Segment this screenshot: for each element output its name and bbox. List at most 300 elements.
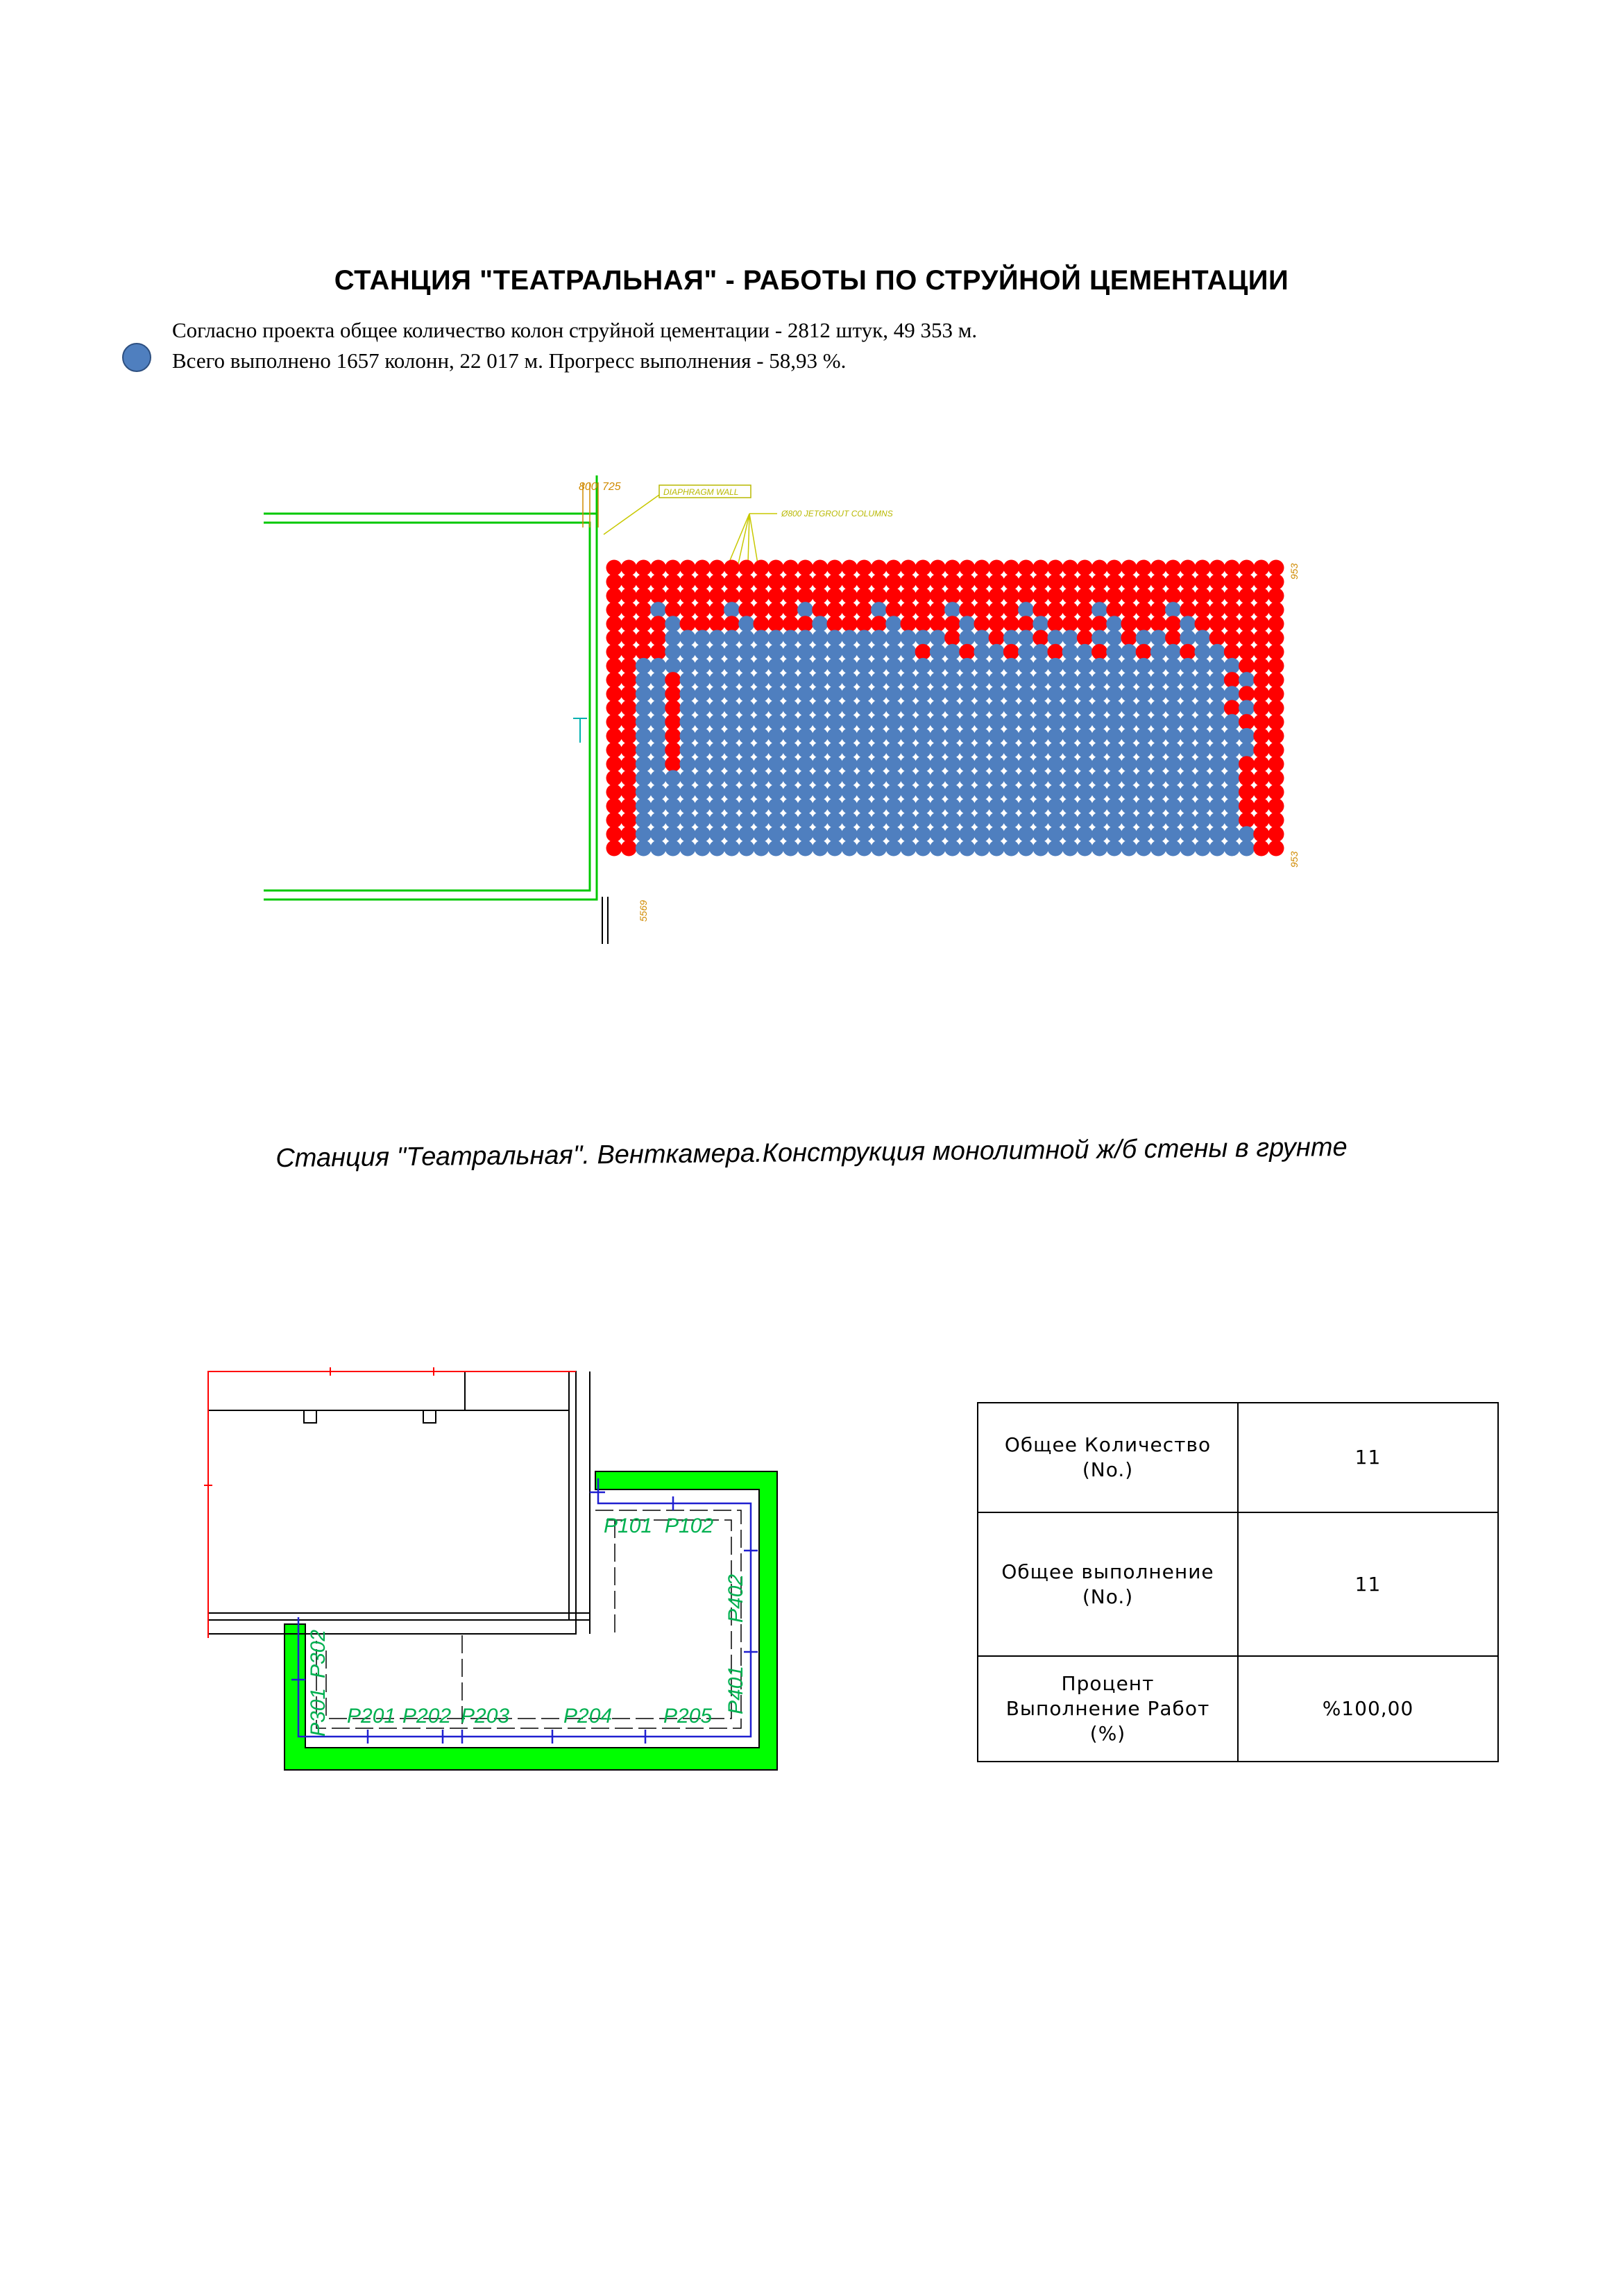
completed-column: [1106, 756, 1122, 772]
completed-column: [1077, 658, 1093, 674]
completed-column: [1048, 812, 1064, 828]
completed-column: [680, 798, 696, 814]
completed-column: [783, 644, 799, 660]
completed-column: [812, 658, 828, 674]
page-title: СТАНЦИЯ "ТЕАТРАЛЬНАЯ" - РАБОТЫ ПО СТРУЙНОЙ ЦЕМЕНТАЦИИ: [334, 265, 1289, 296]
completed-column: [1136, 686, 1152, 702]
completed-column: [724, 644, 740, 660]
completed-column: [1195, 812, 1211, 828]
completed-column: [783, 770, 799, 786]
completed-column: [812, 686, 828, 702]
completed-column: [856, 812, 872, 828]
completed-column: [1239, 700, 1255, 716]
pending-column: [680, 574, 696, 590]
pending-column: [754, 616, 770, 632]
summary-value: 11: [1354, 1446, 1382, 1469]
completed-column: [974, 672, 990, 688]
completed-column: [1209, 672, 1225, 688]
pending-column: [1239, 644, 1255, 660]
completed-column: [650, 728, 666, 744]
completed-column: [680, 826, 696, 842]
pending-column: [1077, 574, 1093, 590]
completed-column: [1150, 798, 1166, 814]
pending-column: [885, 560, 901, 576]
completed-column: [1062, 798, 1078, 814]
pending-column: [709, 560, 725, 576]
completed-column: [709, 798, 725, 814]
completed-column: [1180, 742, 1196, 758]
pending-column: [1195, 588, 1211, 604]
completed-column: [915, 742, 931, 758]
completed-column: [1195, 798, 1211, 814]
pending-column: [606, 728, 622, 744]
pending-column: [1048, 574, 1064, 590]
pending-column: [606, 700, 622, 716]
completed-column: [885, 714, 901, 730]
completed-column: [754, 826, 770, 842]
completed-column: [842, 770, 858, 786]
completed-column: [901, 672, 917, 688]
pending-column: [959, 588, 975, 604]
completed-column: [989, 812, 1005, 828]
completed-column: [665, 616, 681, 632]
completed-column: [1048, 756, 1064, 772]
completed-column: [1003, 700, 1019, 716]
completed-column: [1048, 658, 1064, 674]
pending-column: [1268, 728, 1284, 744]
completed-column: [1150, 784, 1166, 800]
pending-column: [959, 644, 975, 660]
completed-column: [1062, 658, 1078, 674]
pending-column: [621, 658, 637, 674]
completed-column: [842, 630, 858, 646]
ventchamber-subtitle: Станция "Театральная". Венткамера.Конструкция монолитной ж/б стены в грунте: [275, 1132, 1348, 1174]
completed-column: [1150, 630, 1166, 646]
pending-column: [621, 700, 637, 716]
completed-column: [827, 644, 843, 660]
completed-column: [974, 812, 990, 828]
completed-column: [915, 728, 931, 744]
completed-column: [1165, 672, 1181, 688]
pending-column: [1224, 602, 1240, 618]
completed-column: [1018, 812, 1034, 828]
completed-column: [680, 700, 696, 716]
pending-column: [1239, 686, 1255, 702]
completed-column: [1106, 798, 1122, 814]
dim-right-top: 953: [1289, 563, 1300, 580]
completed-column: [856, 742, 872, 758]
completed-column: [1150, 728, 1166, 744]
pending-column: [915, 588, 931, 604]
completed-column: [944, 672, 960, 688]
completed-column: [944, 714, 960, 730]
completed-column: [738, 714, 754, 730]
completed-column: [724, 728, 740, 744]
panel-p205: P205: [663, 1705, 713, 1728]
completed-column: [783, 756, 799, 772]
completed-column: [1048, 826, 1064, 842]
completed-column: [1150, 826, 1166, 842]
pending-column: [1165, 630, 1181, 646]
pending-column: [1018, 588, 1034, 604]
completed-column: [1106, 686, 1122, 702]
completed-column: [1077, 756, 1093, 772]
completed-column: [930, 700, 946, 716]
completed-column: [724, 602, 740, 618]
completed-column: [695, 700, 711, 716]
pending-column: [944, 616, 960, 632]
completed-column: [1106, 616, 1122, 632]
pending-column: [1239, 812, 1255, 828]
pending-column: [915, 602, 931, 618]
completed-column: [1136, 798, 1152, 814]
completed-column: [1136, 841, 1152, 856]
completed-column: [930, 630, 946, 646]
completed-column: [738, 826, 754, 842]
completed-column: [754, 841, 770, 856]
completed-column: [680, 742, 696, 758]
completed-column: [885, 728, 901, 744]
completed-column: [812, 841, 828, 856]
completed-column: [680, 644, 696, 660]
pending-column: [1239, 798, 1255, 814]
pending-column: [1253, 588, 1269, 604]
pending-column: [621, 644, 637, 660]
pending-column: [1121, 630, 1137, 646]
pending-column: [1268, 560, 1284, 576]
pending-column: [1253, 616, 1269, 632]
completed-column: [768, 770, 784, 786]
pending-column: [680, 616, 696, 632]
completed-column: [1033, 644, 1048, 660]
completed-column: [1062, 742, 1078, 758]
completed-column: [974, 700, 990, 716]
pending-column: [621, 630, 637, 646]
completed-column: [695, 630, 711, 646]
completed-column: [1062, 812, 1078, 828]
completed-column: [901, 798, 917, 814]
completed-column: [665, 812, 681, 828]
pending-column: [1121, 588, 1137, 604]
completed-column: [1091, 742, 1107, 758]
completed-column: [1239, 841, 1255, 856]
completed-column: [856, 798, 872, 814]
completed-column: [797, 770, 813, 786]
pending-column: [1268, 616, 1284, 632]
completed-column: [783, 714, 799, 730]
pending-column: [871, 560, 887, 576]
pending-column: [738, 574, 754, 590]
completed-column: [827, 728, 843, 744]
completed-column: [1209, 728, 1225, 744]
completed-column: [944, 812, 960, 828]
completed-column: [1180, 826, 1196, 842]
completed-column: [959, 630, 975, 646]
completed-column: [1003, 658, 1019, 674]
completed-column: [1136, 630, 1152, 646]
pending-column: [665, 560, 681, 576]
completed-column: [1224, 686, 1240, 702]
completed-column: [650, 742, 666, 758]
pending-column: [1268, 686, 1284, 702]
pending-column: [1048, 602, 1064, 618]
pending-column: [754, 602, 770, 618]
completed-column: [1209, 714, 1225, 730]
completed-column: [1195, 658, 1211, 674]
completed-column: [783, 841, 799, 856]
completed-column: [959, 798, 975, 814]
completed-column: [930, 714, 946, 730]
completed-column: [1121, 742, 1137, 758]
completed-column: [842, 756, 858, 772]
completed-column: [915, 714, 931, 730]
pending-column: [1253, 714, 1269, 730]
pending-column: [606, 686, 622, 702]
summary-row-percent: [978, 1657, 1497, 1761]
completed-column: [812, 798, 828, 814]
pending-column: [606, 616, 622, 632]
pending-column: [1268, 602, 1284, 618]
completed-legend-marker: [122, 343, 151, 372]
completed-column: [680, 756, 696, 772]
completed-column: [1003, 742, 1019, 758]
completed-column: [885, 658, 901, 674]
completed-column: [1048, 784, 1064, 800]
completed-column: [989, 686, 1005, 702]
completed-column: [695, 756, 711, 772]
pending-column: [1106, 574, 1122, 590]
pending-column: [1224, 630, 1240, 646]
completed-column: [636, 841, 652, 856]
completed-column: [1018, 756, 1034, 772]
pending-column: [1136, 644, 1152, 660]
completed-column: [797, 826, 813, 842]
completed-column: [1091, 798, 1107, 814]
completed-column: [695, 658, 711, 674]
completed-column: [989, 644, 1005, 660]
completed-column: [915, 826, 931, 842]
completed-column: [1195, 742, 1211, 758]
completed-column: [871, 686, 887, 702]
pending-column: [650, 588, 666, 604]
completed-column: [738, 798, 754, 814]
ventchamber-wall-drawing: [201, 1360, 798, 1791]
completed-column: [738, 630, 754, 646]
completed-column: [1224, 826, 1240, 842]
completed-column: [989, 770, 1005, 786]
pending-column: [1180, 588, 1196, 604]
pending-column: [944, 630, 960, 646]
completed-column: [959, 770, 975, 786]
completed-column: [1165, 686, 1181, 702]
completed-column: [959, 616, 975, 632]
completed-column: [1033, 728, 1048, 744]
completed-column: [812, 644, 828, 660]
jetgrout-columns-grid: [606, 560, 1284, 856]
completed-column: [1224, 784, 1240, 800]
completed-column: [1209, 700, 1225, 716]
pending-column: [989, 588, 1005, 604]
completed-column: [871, 770, 887, 786]
completed-column: [1003, 784, 1019, 800]
completed-column: [1195, 672, 1211, 688]
pending-column: [783, 602, 799, 618]
completed-column: [1165, 812, 1181, 828]
pending-column: [783, 588, 799, 604]
pending-column: [636, 588, 652, 604]
completed-column: [1195, 770, 1211, 786]
completed-column: [1180, 812, 1196, 828]
completed-column: [1209, 798, 1225, 814]
completed-column: [768, 644, 784, 660]
completed-column: [944, 826, 960, 842]
completed-column: [1077, 826, 1093, 842]
pending-column: [1018, 560, 1034, 576]
completed-column: [783, 686, 799, 702]
completed-column: [1077, 784, 1093, 800]
pending-column: [959, 560, 975, 576]
completed-column: [974, 841, 990, 856]
pending-column: [636, 602, 652, 618]
completed-column: [797, 728, 813, 744]
completed-column: [768, 714, 784, 730]
pending-column: [636, 630, 652, 646]
completed-column: [842, 742, 858, 758]
pending-column: [1091, 560, 1107, 576]
pending-column: [1091, 616, 1107, 632]
pending-column: [665, 602, 681, 618]
completed-column: [1165, 658, 1181, 674]
pending-column: [915, 644, 931, 660]
pending-column: [606, 602, 622, 618]
pending-column: [1180, 644, 1196, 660]
pending-column: [856, 560, 872, 576]
completed-column: [754, 672, 770, 688]
completed-column: [738, 756, 754, 772]
completed-column: [1003, 686, 1019, 702]
completed-column: [1106, 728, 1122, 744]
diaphragm-wall-label: DIAPHRAGM WALL: [663, 487, 739, 497]
completed-column: [636, 658, 652, 674]
completed-column: [1033, 826, 1048, 842]
completed-column: [738, 672, 754, 688]
pending-column: [1253, 602, 1269, 618]
pending-column: [1121, 574, 1137, 590]
completed-column: [636, 826, 652, 842]
completed-column: [930, 728, 946, 744]
completed-column: [1165, 841, 1181, 856]
completed-column: [944, 798, 960, 814]
pending-column: [768, 616, 784, 632]
pending-column: [1003, 602, 1019, 618]
pending-column: [680, 560, 696, 576]
pending-column: [1239, 602, 1255, 618]
completed-column: [724, 686, 740, 702]
completed-column: [901, 700, 917, 716]
pending-column: [1253, 700, 1269, 716]
completed-column: [1224, 714, 1240, 730]
pending-column: [621, 686, 637, 702]
pending-column: [1033, 588, 1048, 604]
completed-column: [1106, 630, 1122, 646]
completed-column: [901, 841, 917, 856]
completed-column: [974, 770, 990, 786]
pending-column: [1136, 560, 1152, 576]
pending-column: [1003, 574, 1019, 590]
completed-column: [1165, 826, 1181, 842]
pending-column: [1253, 728, 1269, 744]
completed-column: [842, 658, 858, 674]
completed-column: [856, 770, 872, 786]
completed-column: [768, 686, 784, 702]
completed-column: [738, 770, 754, 786]
completed-column: [974, 686, 990, 702]
pending-column: [1268, 658, 1284, 674]
pending-column: [1136, 616, 1152, 632]
completed-column: [1165, 742, 1181, 758]
completed-column: [636, 798, 652, 814]
completed-column: [754, 630, 770, 646]
completed-column: [636, 686, 652, 702]
pending-column: [1150, 588, 1166, 604]
completed-column: [930, 686, 946, 702]
completed-column: [974, 826, 990, 842]
completed-column: [871, 658, 887, 674]
pending-column: [1268, 700, 1284, 716]
completed-column: [959, 841, 975, 856]
completed-column: [1062, 784, 1078, 800]
completed-column: [959, 672, 975, 688]
completed-column: [709, 672, 725, 688]
completed-column: [1136, 826, 1152, 842]
completed-column: [768, 700, 784, 716]
completed-column: [944, 742, 960, 758]
completed-column: [901, 644, 917, 660]
pending-column: [1180, 602, 1196, 618]
completed-column: [636, 700, 652, 716]
completed-column: [989, 700, 1005, 716]
completed-column: [665, 770, 681, 786]
completed-column: [724, 714, 740, 730]
completed-column: [724, 826, 740, 842]
completed-column: [1150, 812, 1166, 828]
completed-column: [856, 630, 872, 646]
completed-column: [827, 841, 843, 856]
completed-column: [650, 714, 666, 730]
completed-column: [650, 798, 666, 814]
completed-column: [1077, 742, 1093, 758]
pending-column: [1239, 560, 1255, 576]
completed-column: [797, 700, 813, 716]
pending-column: [930, 616, 946, 632]
completed-column: [768, 784, 784, 800]
completed-column: [1062, 630, 1078, 646]
completed-column: [1018, 841, 1034, 856]
panel-p302: P302: [307, 1629, 330, 1678]
completed-column: [1121, 672, 1137, 688]
completed-column: [1165, 602, 1181, 618]
completed-column: [1018, 700, 1034, 716]
completed-column: [915, 700, 931, 716]
completed-column: [1091, 630, 1107, 646]
completed-column: [1121, 798, 1137, 814]
completed-column: [989, 672, 1005, 688]
completed-column: [1033, 714, 1048, 730]
pending-column: [1253, 756, 1269, 772]
pending-column: [812, 574, 828, 590]
completed-column: [989, 728, 1005, 744]
completed-column: [1121, 644, 1137, 660]
